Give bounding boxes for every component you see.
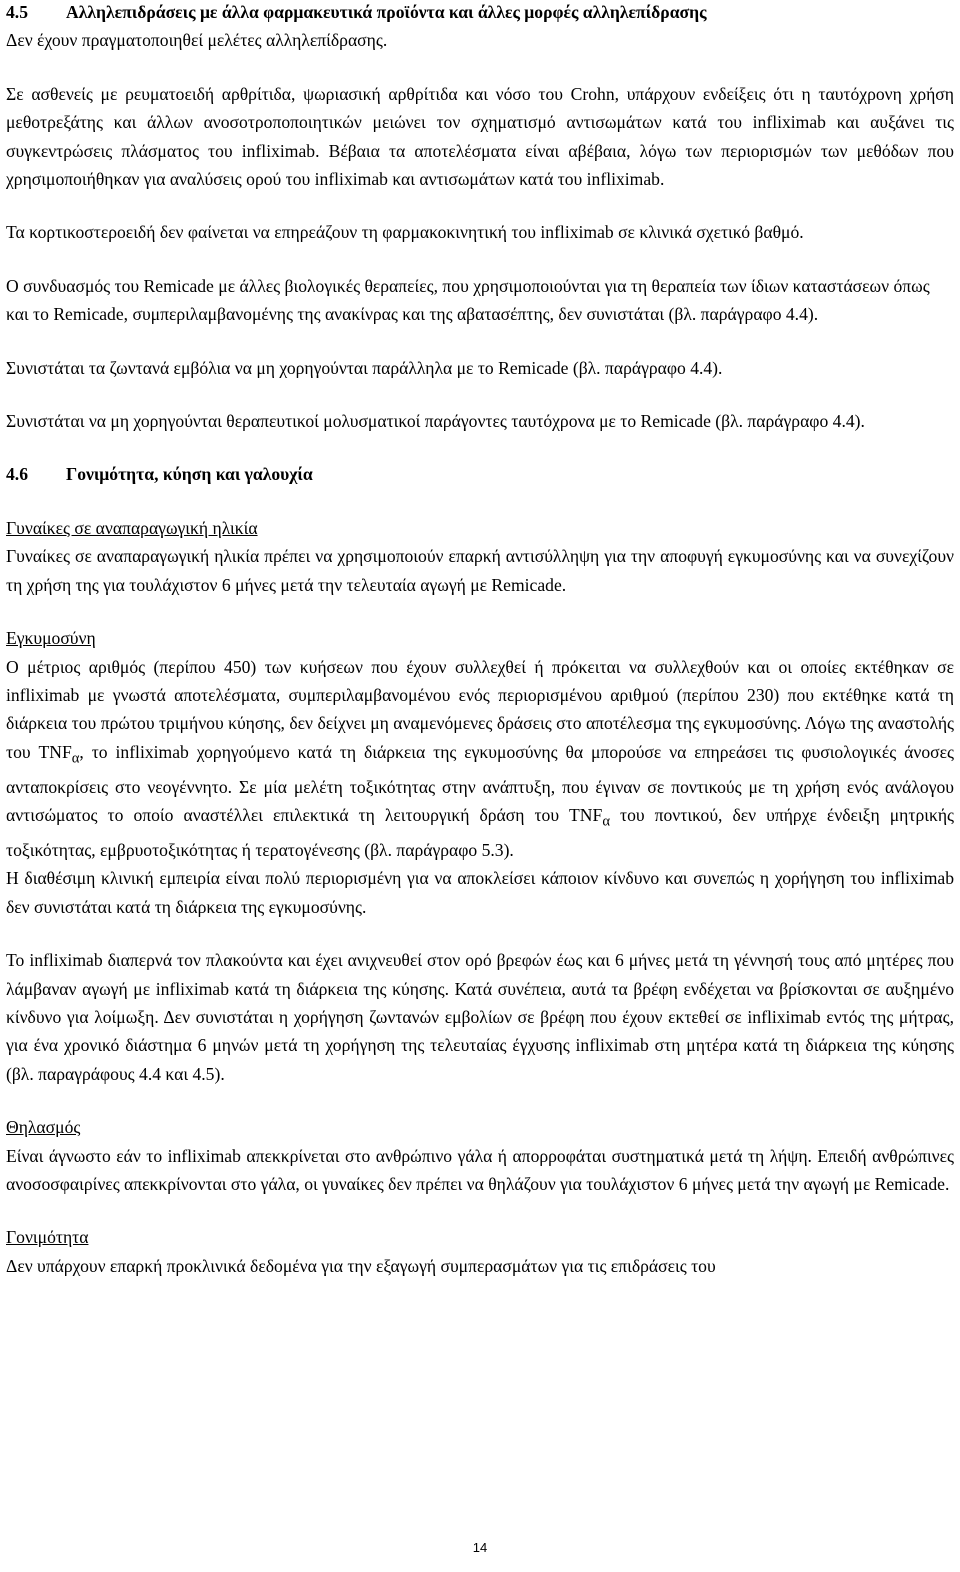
paragraph-breastfeeding: Είναι άγνωστο εάν το infliximab απεκκρίνεται στο ανθρώπινο γάλα ή απορροφάται συστηματικά μετά τη λήψη. Επειδή ανθρώπινες ανοσοσφαιρίνες απεκκρίνονται στο γάλα, οι γυναίκες δεν πρέπει να θηλάζουν για τουλάχιστον 6 μήνες μετά την αγωγή με Remicade. <box>6 1145 954 1195</box>
text-run: του ποντικού, δεν υπήρχε ένδειξη μητρικής τοξικότητας, εμβρυοτοξικότητας ή τερατογένεσης (βλ. παράγραφο 5.3). <box>6 805 955 860</box>
section-heading-4-5 <box>6 0 954 26</box>
subscript-alpha: α <box>602 813 610 830</box>
paragraph-clinical-experience: Η διαθέσιμη κλινική εμπειρία είναι πολύ περιορισμένη για να αποκλείσει κάποιον κίνδυνο και συνεπώς η χορήγηση του infliximab δεν συνιστάται κατά τη διάρκεια της εγκυμοσύνης. <box>6 868 954 917</box>
subheading-women-reproductive-age: Γυναίκες σε αναπαραγωγική ηλικία <box>6 517 258 538</box>
paragraph-fertility: Δεν υπάρχουν επαρκή προκλινικά δεδομένα για την εξαγωγή συμπερασμάτων για τις επιδράσεις του <box>6 1255 716 1276</box>
section-title: Γονιμότητα, κύηση και γαλουχία <box>66 464 313 485</box>
paragraph-contraception: Γυναίκες σε αναπαραγωγική ηλικία πρέπει να χρησιμοποιούν επαρκή αντισύλληψη για την αποφυγή εγκυμοσύνης και να συνεχίζουν τη χρήση της για τουλάχιστον 6 μήνες μετά την τελευταία αγωγή με Remicade. <box>6 546 954 595</box>
page-number: 14 <box>472 1540 488 1555</box>
document-page <box>6 0 954 1572</box>
paragraph-placenta: Το infliximab διαπερνά τον πλακούντα και έχει ανιχνευθεί στον ορό βρεφών έως και 6 μήνες μετά τη γέννησή τους από μητέρες που λάμβαναν αγωγή με infliximab κατά τη διάρκεια της κύησης. Κατά συνέπεια, αυτά τα βρέφη ενδέχεται να βρίσκονται σε αυξημένο κίνδυνο για λοίμωξη. Δεν συνιστάται η χορήγηση ζωντανών εμβολίων σε βρέφη που έχουν εκτεθεί σε infliximab εντός της μήτρας, για ένα χρονικό διάστημα 6 μηνών μετά τη χορήγηση της τελευταίας έγχυσης infliximab στη μητέρα κατά τη διάρκεια της κύησης (βλ. παραγράφους 4.4 και 4.5). <box>6 950 954 1084</box>
paragraph-biologics: Ο συνδυασμός του Remicade με άλλες βιολογικές θεραπείες, που χρησιμοποιούνται για τη θεραπεία των ίδιων καταστάσεων όπως και το Remicade, συμπεριλαμβανομένης της ανακίνρας και της αβατασέπτης, δεν συνιστάται (βλ. παράγραφο 4.4). <box>6 275 930 325</box>
paragraph-corticosteroids: Τα κορτικοστεροειδή δεν φαίνεται να επηρεάζουν τη φαρμακοκινητική του infliximab σε κλινικά σχετικό βαθμό. <box>6 222 804 243</box>
subscript-alpha: α <box>71 750 80 767</box>
section-number: 4.5 <box>6 2 28 22</box>
paragraph-no-studies: Δεν έχουν πραγματοποιηθεί μελέτες αλληλεπίδρασης. <box>6 30 388 51</box>
subheading-breastfeeding: Θηλασμός <box>6 1117 81 1138</box>
section-heading-4-6 <box>6 460 954 488</box>
paragraph-pregnancy-outcomes <box>6 653 954 865</box>
subheading-fertility: Γονιμότητα <box>6 1227 89 1248</box>
text-run: , το infliximab χορηγούμενο κατά τη διάρκεια της εγκυμοσύνης θα μπορούσε να επηρεάσει τις φυσιολογικές άνοσες ανταποκρίσεις στο νεογέννητο. Σε μία μελέτη τοξικότητας στην ανάπτυξη, που έγιναν σε ποντικούς με τη χρήση ενός ανάλογου αντισώματος το οποίο αναστέλλει επιλεκτικά τη λειτουργική δράση του TNF <box>6 741 954 826</box>
section-number: 4.6 <box>6 464 28 485</box>
paragraph-live-vaccines: Συνιστάται τα ζωντανά εμβόλια να μη χορηγούνται παράλληλα με το Remicade (βλ. παράγραφο 4.4). <box>6 357 723 378</box>
section-title: Αλληλεπιδράσεις με άλλα φαρμακευτικά προϊόντα και άλλες μορφές αλληλεπίδρασης <box>66 2 707 22</box>
subheading-pregnancy: Εγκυμοσύνη <box>6 628 96 649</box>
paragraph-infectious-agents: Συνιστάται να μη χορηγούνται θεραπευτικοί μολυσματικοί παράγοντες ταυτόχρονα με το Remicade (βλ. παράγραφο 4.4). <box>6 411 865 432</box>
text-run: Ο μέτριος αριθμός (περίπου 450) των κυήσεων που έχουν συλλεχθεί ή πρόκειται να συλλεχθούν και οι οποίες εκτέθηκαν σε infliximab με γνωστά αποτελέσματα, συμπεριλαμβανομένου ενός περιορισμένου αριθμού (περίπου 230) που εκτέθηκε κατά τη διάρκεια του πρώτου τριμήνου κύησης, δεν δείχνει μη αναμενόμενες δράσεις στο αποτέλεσμα της εγκυμοσύνης. Λόγω της αναστολής του TNF <box>6 656 954 762</box>
paragraph-methotrexate: Σε ασθενείς με ρευματοειδή αρθρίτιδα, ψωριασική αρθρίτιδα και νόσο του Crohn, υπάρχουν ενδείξεις ότι η ταυτόχρονη χρήση μεθοτρεξάτης και άλλων ανοσοτροποποιητικών μειώνει τον σχηματισμό αντισωμάτων κατά του infliximab και αυξάνει τις συγκεντρώσεις πλάσματος του infliximab. Βέβαια τα αποτελέσματα είναι αβέβαια, λόγω των περιορισμών των μεθόδων που χρησιμοποιήθηκαν για αναλύσεις ορού του infliximab και αντισωμάτων κατά του infliximab. <box>6 83 954 190</box>
